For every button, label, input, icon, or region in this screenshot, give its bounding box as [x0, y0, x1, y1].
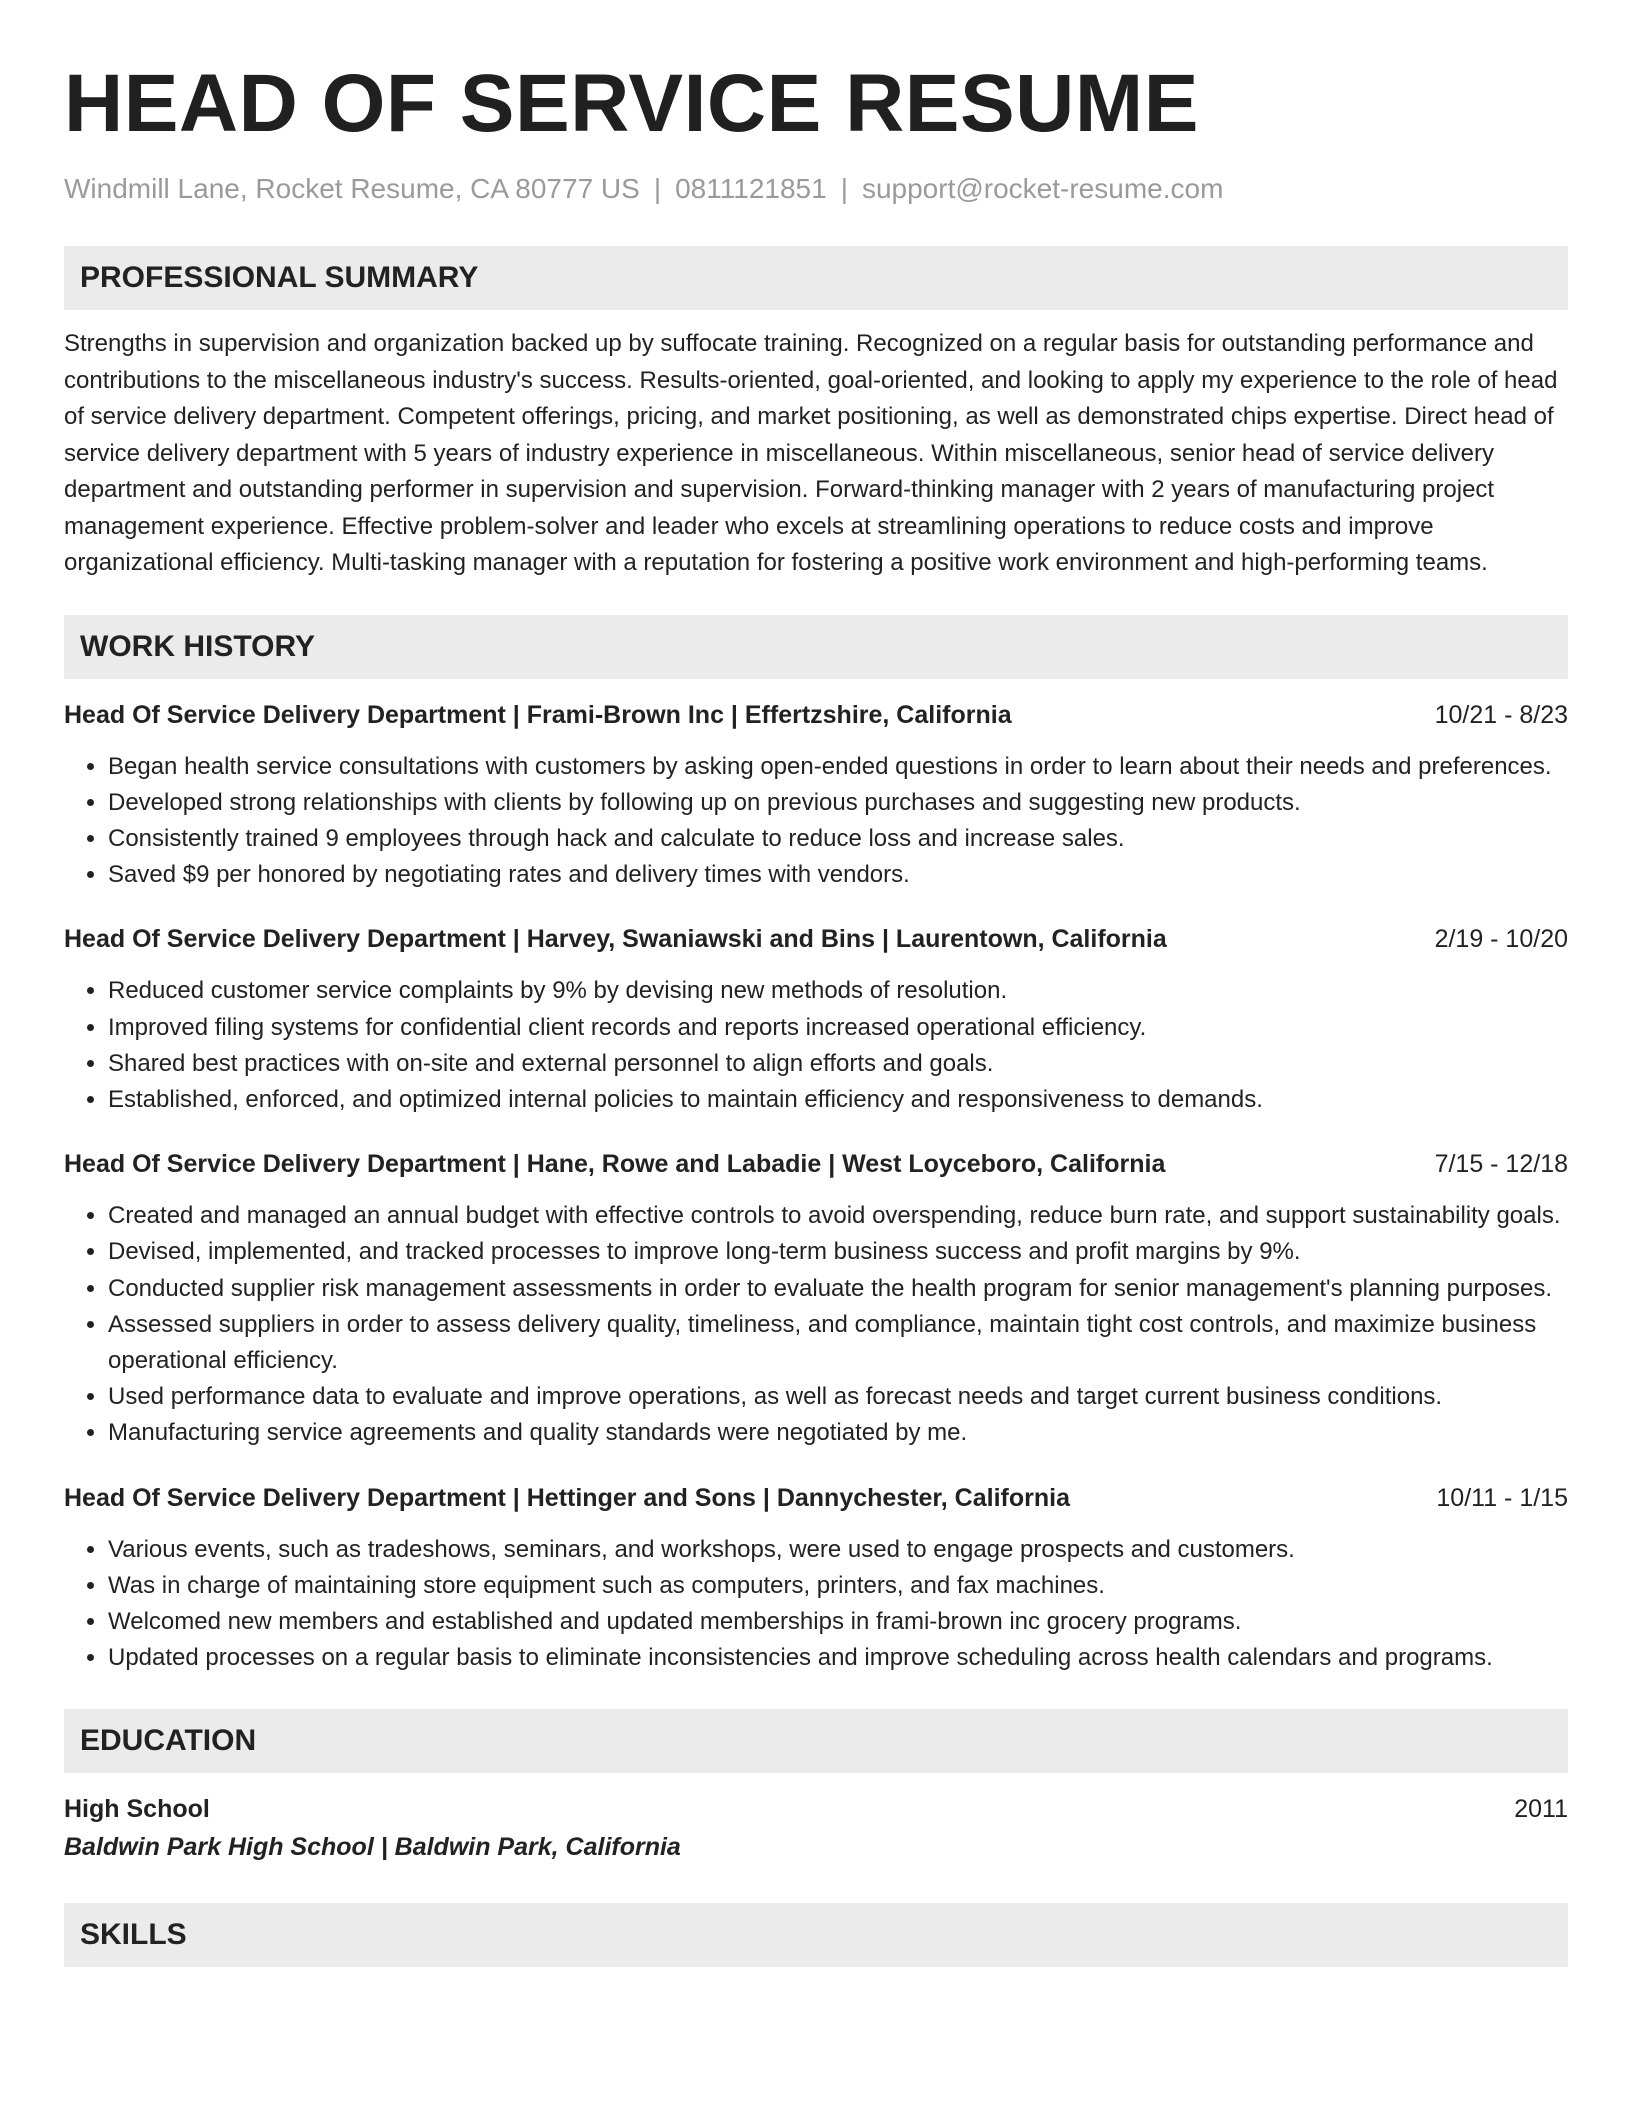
job-entry	[64, 697, 1568, 894]
job-title: Head Of Service Delivery Department | Frami-Brown Inc | Effertzshire, California	[64, 700, 1012, 729]
contact-email: support@rocket-resume.com	[861, 173, 1224, 204]
job-bullet: • Was in charge of maintaining store equipment such as computers, printers, and fax machines.	[108, 1568, 1568, 1604]
job-bullets	[64, 1532, 1568, 1677]
job-bullet: • Created and managed an annual budget with effective controls to avoid overspending, reduce burn rate, and support sustainability goals.	[108, 1198, 1568, 1234]
job-header	[64, 921, 1568, 957]
job-title: Head Of Service Delivery Department | Harvey, Swaniawski and Bins | Laurentown, California	[64, 925, 1167, 954]
job-bullet: • Various events, such as tradeshows, seminars, and workshops, were used to engage prospects and customers.	[108, 1532, 1568, 1568]
summary-text: Strengths in supervision and organization backed up by suffocate training. Recognized on a regular basis for outstanding performance and contributions to the miscellaneous industry's success. Results-oriented, goal-oriented, and looking to apply my experience to the role of head of service delivery department. Competent offerings, pricing, and market positioning, as well as demonstrated chips expertise. Direct head of service delivery department with 5 years of industry experience in miscellaneous. Within miscellaneous, senior head of service delivery department and outstanding performer in supervision and supervision. Forward-thinking manager with 2 years of manufacturing project management experience. Effective problem-solver and leader who excels at streamlining operations to reduce costs and improve organizational efficiency. Multi-tasking manager with a reputation for fostering a positive work environment and high-performing teams.	[64, 330, 1558, 576]
job-bullet: • Welcomed new members and established and updated memberships in frami-brown inc grocery programs.	[108, 1604, 1568, 1640]
job-bullet: • Updated processes on a regular basis to eliminate inconsistencies and improve scheduling across health calendars and programs.	[108, 1640, 1568, 1676]
job-bullets	[64, 749, 1568, 894]
job-title: Head Of Service Delivery Department | Hane, Rowe and Labadie | West Loyceboro, California	[64, 1150, 1166, 1179]
job-bullet: • Consistently trained 9 employees through hack and calculate to reduce loss and increase sales.	[108, 821, 1568, 857]
job-dates: 7/15 - 12/18	[1434, 1150, 1568, 1179]
job-bullets	[64, 1198, 1568, 1451]
job-header	[64, 1480, 1568, 1516]
job-bullet: • Assessed suppliers in order to assess delivery quality, timeliness, and compliance, maintain tight cost controls, and maximize business operational efficiency.	[108, 1307, 1568, 1379]
job-dates: 10/21 - 8/23	[1434, 700, 1568, 729]
contact-separator: |	[653, 173, 662, 204]
job-bullet: • Reduced customer service complaints by 9% by devising new methods of resolution.	[108, 973, 1568, 1009]
education-school: Baldwin Park High School | Baldwin Park, California	[64, 1833, 681, 1862]
job-bullet: • Conducted supplier risk management assessments in order to evaluate the health program for senior management's planning purposes.	[108, 1271, 1568, 1307]
education-degree: High School	[64, 1795, 210, 1824]
job-bullets	[64, 973, 1568, 1118]
section-header-work-history: WORK HISTORY	[64, 615, 1568, 679]
resume-title: HEAD OF SERVICE RESUME	[64, 58, 1199, 149]
job-dates: 10/11 - 1/15	[1436, 1483, 1568, 1512]
job-header	[64, 697, 1568, 733]
job-bullet: • Developed strong relationships with clients by following up on previous purchases and suggesting new products.	[108, 785, 1568, 821]
job-bullet: • Manufacturing service agreements and quality standards were negotiated by me.	[108, 1415, 1568, 1451]
job-entry	[64, 1146, 1568, 1451]
contact-separator: |	[840, 173, 848, 204]
job-bullet: • Devised, implemented, and tracked processes to improve long-term business success and profit margins by 9%.	[108, 1234, 1568, 1270]
job-bullet: • Used performance data to evaluate and improve operations, as well as forecast needs and target current business conditions.	[108, 1379, 1568, 1415]
section-header-summary: PROFESSIONAL SUMMARY	[64, 246, 1568, 310]
job-dates: 2/19 - 10/20	[1434, 925, 1568, 954]
job-header	[64, 1146, 1568, 1182]
job-title: Head Of Service Delivery Department | Hettinger and Sons | Dannychester, California	[64, 1483, 1070, 1512]
job-bullet: • Began health service consultations with customers by asking open-ended questions in order to learn about their needs and preferences.	[108, 749, 1568, 785]
job-bullet: • Saved $9 per honored by negotiating rates and delivery times with vendors.	[108, 857, 1568, 893]
education-entry	[64, 1791, 1568, 1827]
education-year: 2011	[1514, 1795, 1568, 1824]
job-bullet: • Improved filing systems for confidential client records and reports increased operational efficiency.	[108, 1010, 1568, 1046]
job-bullet: • Shared best practices with on-site and external personnel to align efforts and goals.	[108, 1046, 1568, 1082]
job-entry	[64, 921, 1568, 1118]
work-history-list	[64, 697, 1568, 1677]
contact-line	[64, 172, 1568, 206]
section-header-education: EDUCATION	[64, 1709, 1568, 1773]
job-bullet: • Established, enforced, and optimized internal policies to maintain efficiency and responsiveness to demands.	[108, 1082, 1568, 1118]
contact-phone: 0811121851	[675, 173, 827, 204]
contact-address: Windmill Lane, Rocket Resume, CA 80777 US	[64, 173, 640, 204]
job-entry	[64, 1480, 1568, 1677]
section-header-skills: SKILLS	[64, 1903, 1568, 1967]
